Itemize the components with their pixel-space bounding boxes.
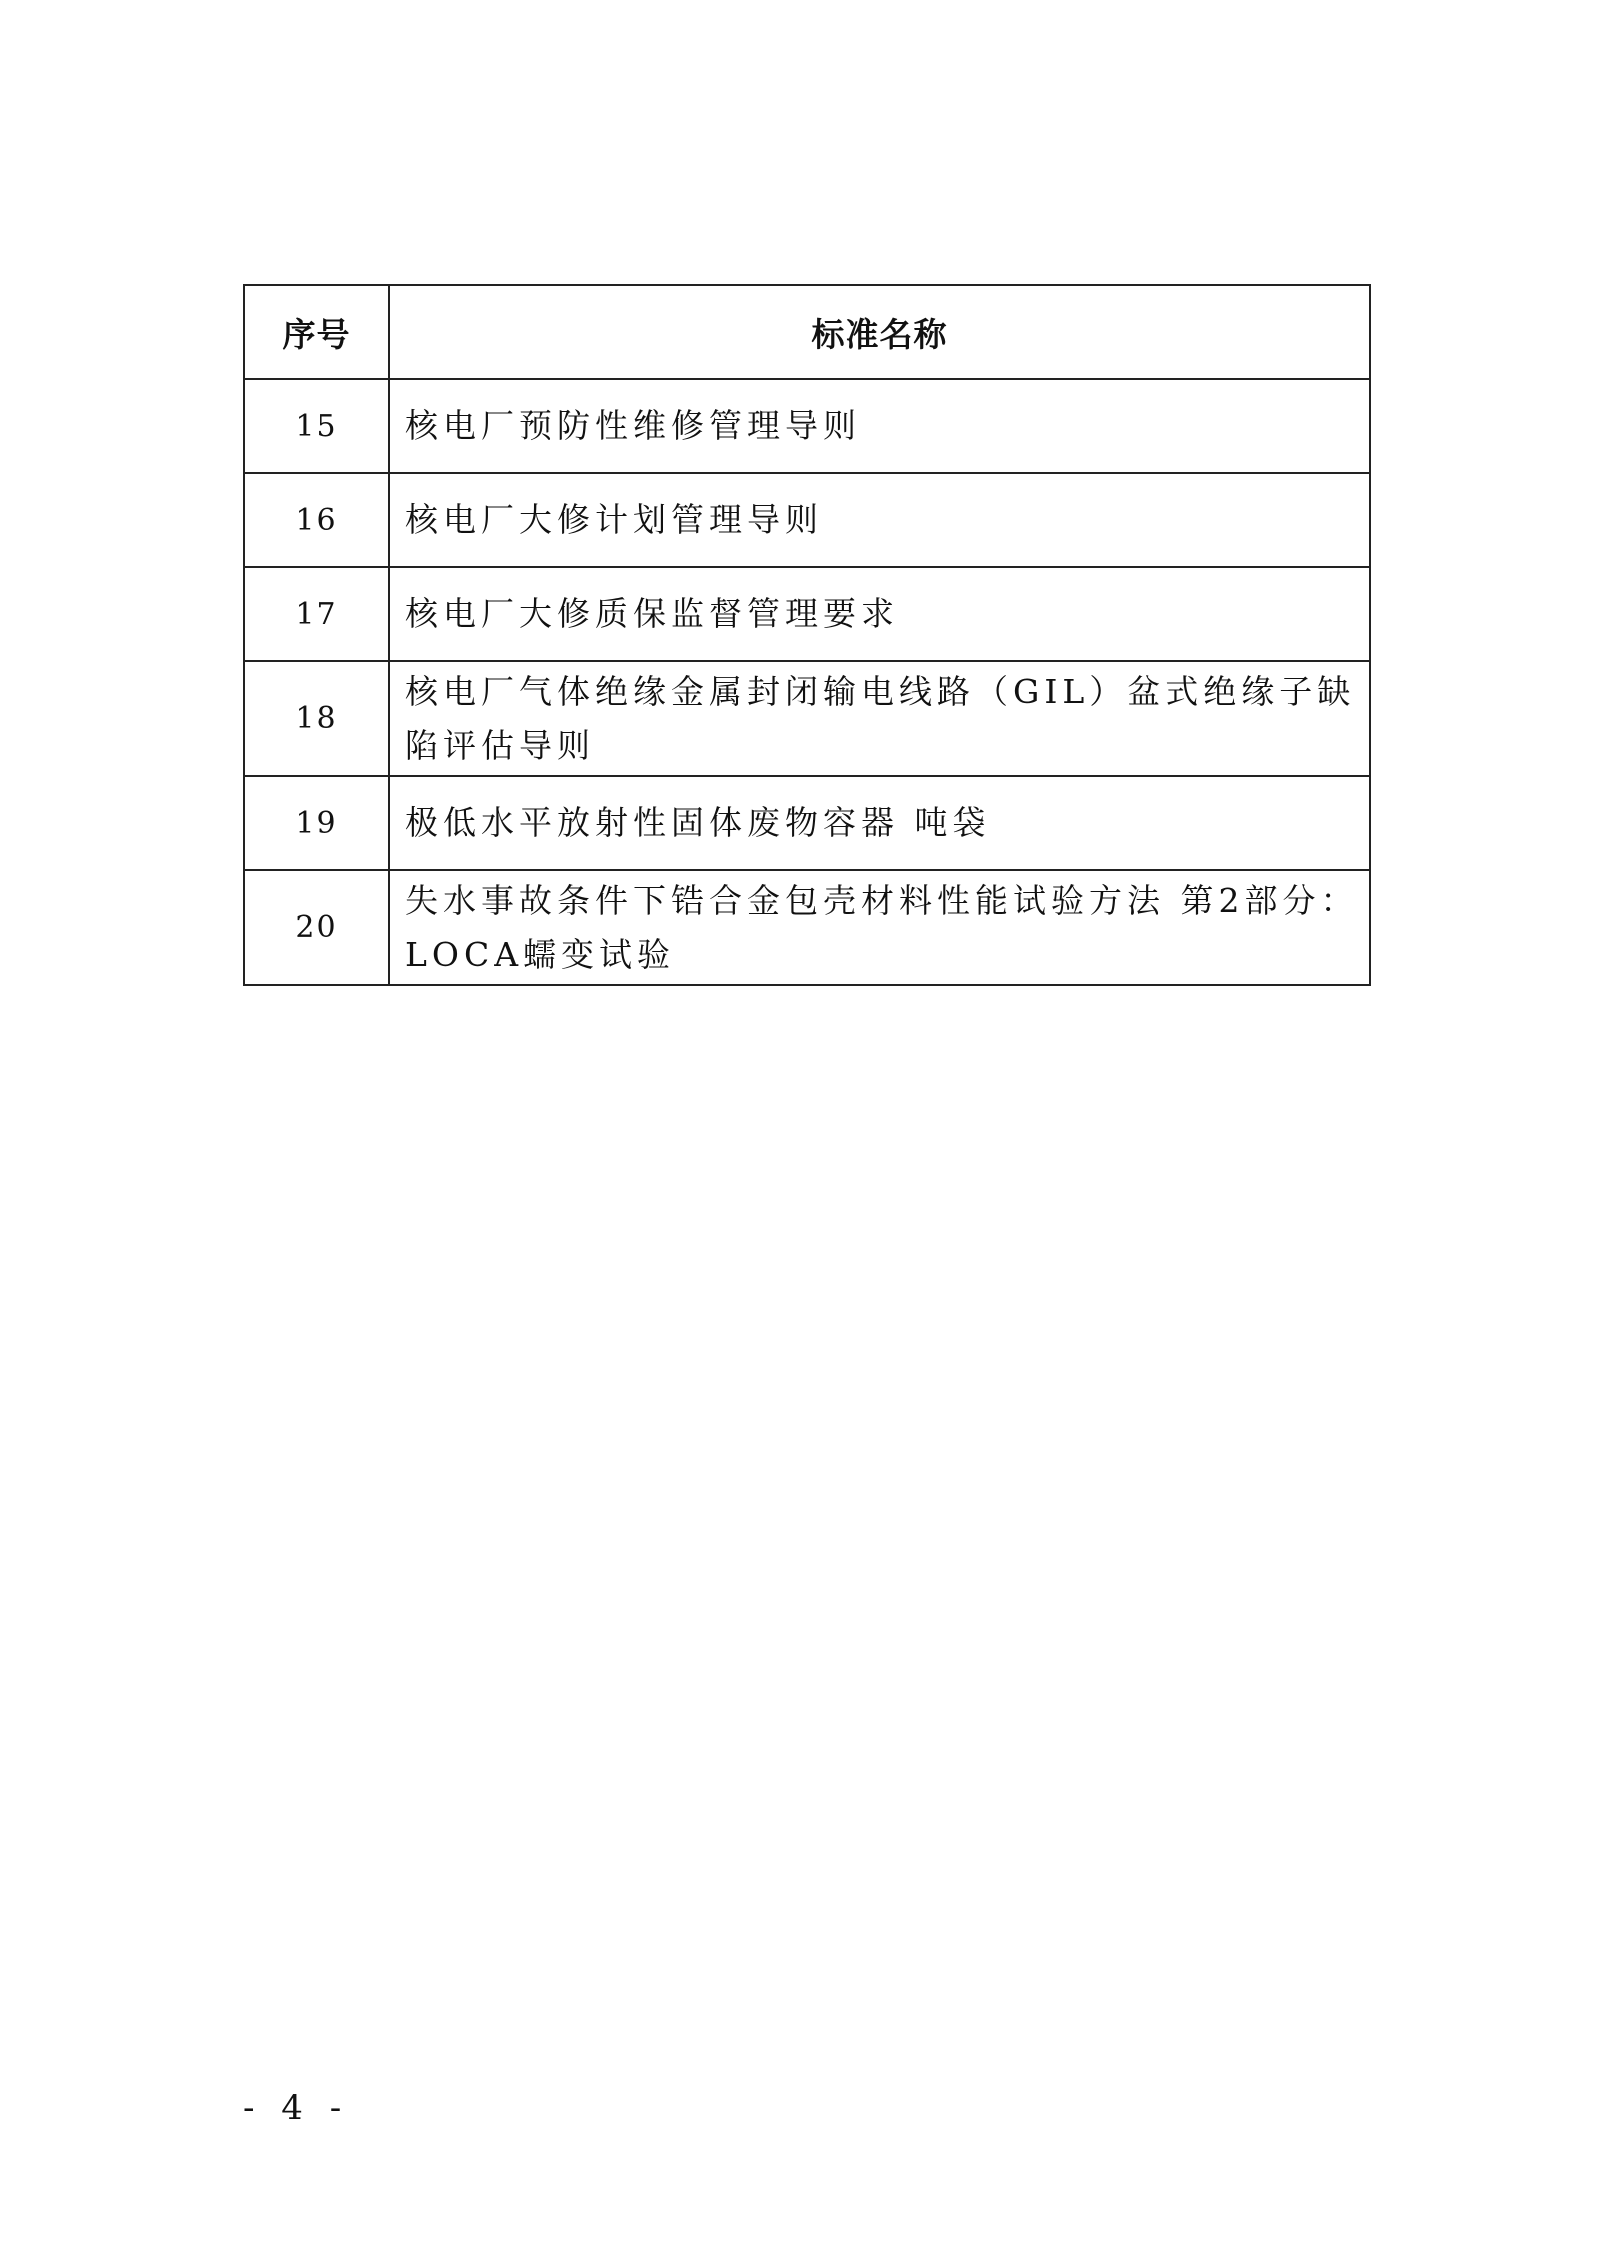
row-name: 失水事故条件下锆合金包壳材料性能试验方法 第2部分：LOCA蠕变试验 xyxy=(389,870,1370,985)
row-name: 核电厂大修计划管理导则 xyxy=(389,473,1370,567)
header-name: 标准名称 xyxy=(389,285,1370,379)
table-row xyxy=(244,379,1370,473)
table-row xyxy=(244,870,1370,985)
standards-table xyxy=(243,284,1371,986)
row-name: 核电厂气体绝缘金属封闭输电线路（GIL）盆式绝缘子缺陷评估导则 xyxy=(389,661,1370,776)
row-name: 核电厂预防性维修管理导则 xyxy=(389,379,1370,473)
row-name: 极低水平放射性固体废物容器 吨袋 xyxy=(389,776,1370,870)
table-row xyxy=(244,776,1370,870)
row-number: 16 xyxy=(244,473,389,567)
table-row xyxy=(244,661,1370,776)
header-number: 序号 xyxy=(244,285,389,379)
row-number: 19 xyxy=(244,776,389,870)
row-name: 核电厂大修质保监督管理要求 xyxy=(389,567,1370,661)
table-header-row xyxy=(244,285,1370,379)
table-row xyxy=(244,567,1370,661)
row-number: 17 xyxy=(244,567,389,661)
row-number: 20 xyxy=(244,870,389,985)
row-number: 18 xyxy=(244,661,389,776)
page-number: - 4 - xyxy=(243,2088,350,2128)
row-number: 15 xyxy=(244,379,389,473)
table-row xyxy=(244,473,1370,567)
